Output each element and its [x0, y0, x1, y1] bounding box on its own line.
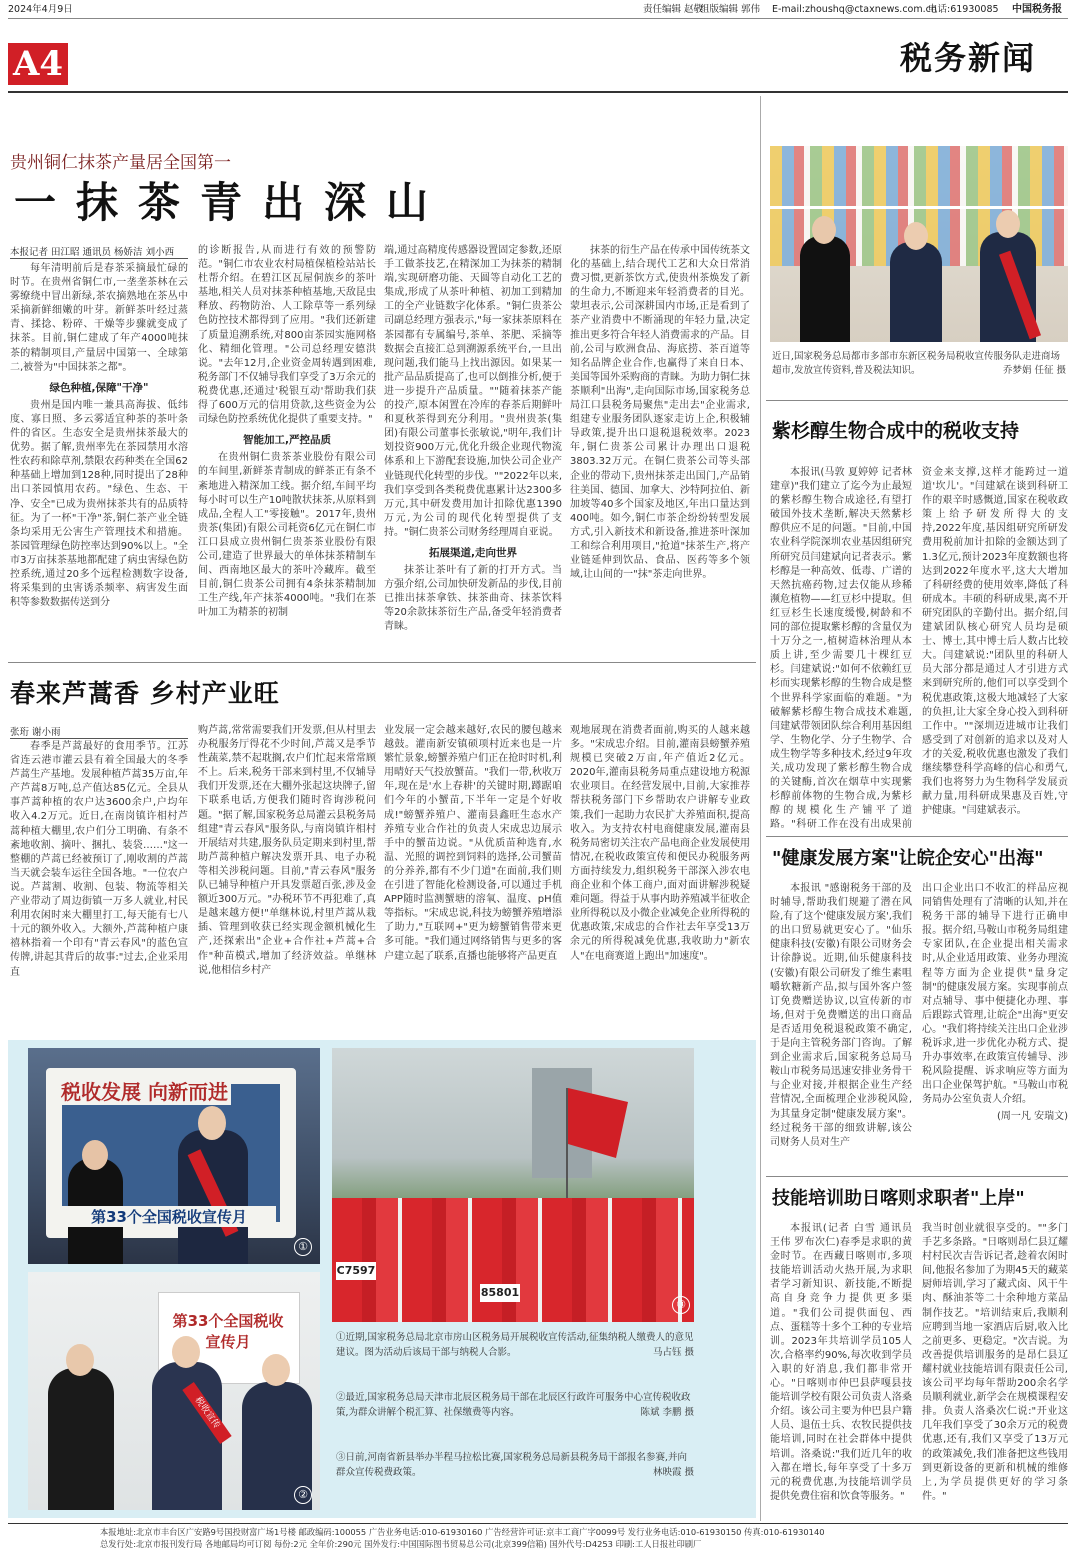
- photo1-person-right-face: [198, 1106, 226, 1140]
- article1-col2-text: 的诊断报告,从而进行有效的预警防范。"铜仁市农业农村局植保植检站站长杜帮介绍。在碧江区瓦屋侗族乡的茶叶基地,相关人员对抹茶种植基地,天敌昆虫释放、药物防治、人工除草等一系列绿色防控技术都得到了应用。"我们还新建了质量追溯系统,对800亩茶园实施网格化、精细化管理。"公司总经理安德洪说。"去年12月,企业资金周转遇到困难,税务部门不仅辅导我们享受了3万余元的税费优惠,还通过'税银互动'帮助我们获得了600万元的信用贷款,这些资金为公司绿色防控系统优化提供了重要支持。": [198, 245, 376, 426]
- page-number: A4: [12, 44, 64, 84]
- article5-col1-text: 本报讯(记者 白雪 通讯员 王伟 罗布次仁)春季是求职的黄金时节。在西藏日喀则市,多项技能培训活动火热开展,为求职者学习新知识、新技能,不断提高自身竞争力提供更多渠道。"我们公司提供面包、西点、蛋糕等十多个工种的专业培训。2023年共培训学员105人次,合格率约90%,每次收到学员入职的好消息,我们都非常开心。"日喀则市仲巴县萨嘎县技能培训学校有限公司负责人洛桑介绍。该公司主要为仲巴县户籍人员、退伍士兵、农牧民提供技能培训,同时在社会群体中提供培训。洛桑说:"我们近几年的收入都在增长,每年享受了十多万元的税费优惠,为技能培训学员提供免费住宿和饮食等服务。": [770, 1223, 912, 1502]
- article1-byline: 本报记者 田江昭 通讯员 杨娇洁 刘小西: [10, 244, 188, 259]
- photo1-banner: 税收发展 向新而进: [58, 1076, 231, 1105]
- caption1-text: ①近期,国家税务总局北京市房山区税务局开展税收宣传活动,征集纳税人缴费人的意见建议。图为活动后该局干部与纳税人合影。: [336, 1332, 694, 1358]
- photo3-crowd: [332, 1198, 694, 1322]
- article1-col4-text: 抹茶的衍生产品在传承中国传统茶文化的基础上,结合现代工艺和大众日常消费习惯,更新茶饮方式,使贵州茶焕发了新的生命力,不断迎来年轻消费者的目光。蒙坦表示,公司深耕国内市场,正是看到了茶产业消费中不断涌现的年轻力量,决定推出更多符合年轻人消费需求的产品。目前,公司与欧洲食品、海底捞、茶百道等知名品牌企业合作,也赢得了来自日本、美国等国外采购商的青睐。为助力铜仁抹茶顺利"出海",走向国际市场,国家税务总局江口县税务局聚焦"走出去"企业需求,组建专业服务团队逐家走访上企,积极辅导政策,提升出口退税退税效率。2023年,铜仁贵茶公司累计办理出口退税3803.32万元。在铜仁贵茶公司等头部企业的带动下,贵州抹茶走出国门,产品销往美国、德国、加拿大、沙特阿拉伯、新加坡等40多个国家及地区,年出口量达到400吨。如今,铜仁市茶企纷纷转型发展方式,引入新技术和新设备,推进茶叶深加工和综合利用项目,"抢道"抹茶生产,将产业链延伸到饮品、食品、医药等多个领域,让山间的一"抹"茶走向世界。: [570, 245, 750, 581]
- photo2-sign: 第33个全国税收宣传月: [172, 1312, 284, 1351]
- article4-column-1: [770, 882, 912, 1172]
- caption2-credit: 陈斌 李鹏 摄: [640, 1407, 694, 1418]
- article1-col2-subhead: 智能加工,严控品质: [243, 434, 331, 447]
- photo2-person-left: [48, 1368, 114, 1510]
- article5-col2-text: 我当时创业就很享受的。""多门手艺多条路。"日喀则昂仁县辽耀村村民次吉告诉记者,趁着农闲时间,他报名参加了为期45天的藏菜厨师培训,学习了藏式卤、风干牛肉、酥油茶等二十余种地方菜品制作技艺。"培训结束后,我顺利应聘到当地一家酒店后厨,收入比之前更多、更稳定。"次吉说。为改善提供培训服务的是昂仁县辽耀村就业技能培训有限责任公司,该公司平均每年帮助200余名学员顺利就业,新学会在规模课程安排。负责人洛桑次仁说:"开业这几年我们享受了30余万元的税费优惠,还有,我们又享受了13万元的政策减免,我们准备把这些钱用到更新设备的更新和机械的维修上,为学员提供更好的学习条件。": [922, 1223, 1068, 1502]
- masthead-editor: 责任编辑 赵敬: [643, 4, 704, 15]
- header-bottom-rule: [8, 91, 1068, 93]
- article2-col3-text: 业发展一定会越来越好,农民的腰包越来越鼓。灌南新安镇硕项村近来也是一片繁忙景象,螃蟹养殖户们正在抢时时机,利用晴好天气投放蟹苗。"我们一带,秋收万年,现在是'水上春耕'的关键时期,蹲踞咱们今年的小蟹苗,下半年一定是个好收成!"螃蟹养殖户、灌南县鑫旺生态水产养殖专业合作社的负责人宋成忠边展示手中的蟹苗边说。"从优质苗种选育,水温、光照的调控到饲料的选择,公司蟹苗的分养养,都有不少门道"在面前,我们则在引进了智能化检测设备,可以通过手机APP随时监测蟹塘的溶氧、温度、pH值等指标。"宋成忠说,科技为螃蟹养殖增添了助力,"互联网+"更为螃蟹销售带来更多可能。"我们通过网络销售与更多的客户建立起了联系,直播也能够将产品更直: [384, 725, 562, 962]
- article5-column-1: [770, 1222, 912, 1518]
- photo2-person-right-face: [262, 1354, 290, 1386]
- photo-rt-shelf-line: [770, 206, 1068, 209]
- article3-title: 紫杉醇生物合成中的税收支持: [772, 420, 1020, 442]
- photo2-person-mid-face: [172, 1336, 200, 1368]
- photo2-number: ②: [294, 1486, 312, 1504]
- article1-bottom-rule: [8, 662, 756, 663]
- photo1-person-left-face: [82, 1140, 108, 1170]
- article2-column-4: [570, 724, 750, 1028]
- article1-col1-text: 每年清明前后是春茶采摘最忙碌的时节。在贵州省铜仁市,一垄垄茶林在云雾缭绕中冒出新绿,茶农摘熟地在茶丛中采摘新鲜细嫩的叶芽。新鲜茶叶经过蒸青、揉捻、粉碎、干燥等步骤就变成了抹茶。目前,铜仁建成了年产4000吨抹茶的精制项目,产量居中国第一、全球第二,被誉为"中国抹茶之都"。: [10, 263, 188, 373]
- photo-3: [332, 1048, 694, 1322]
- masthead-layout-editor: 组版编辑 郭伟: [700, 4, 761, 15]
- article5-title: 技能培训助日喀则求职者"上岸": [772, 1188, 1025, 1209]
- article5-column-2: [922, 1222, 1068, 1518]
- photo-right-top-caption: [772, 350, 1066, 378]
- photo-rt-caption-text: 近日,国家税务总局都市多部市东新区税务局税收宣传服务队走进商场超市,发放宣传资料,普及税法知识。: [772, 351, 1061, 376]
- photo-right-top: [770, 146, 1068, 342]
- photo-rt-caption-credit: 乔梦娟 任征 摄: [1002, 365, 1066, 376]
- article3-column-2: [922, 466, 1068, 830]
- section-title: 税务新闻: [900, 39, 1037, 77]
- masthead-paper-name: 中国税务报: [1012, 4, 1062, 15]
- article1-col3-subhead: 拓展渠道,走向世界: [429, 546, 517, 559]
- article4-col1-text: 本报讯 "感谢税务干部的及时辅导,帮助我们规避了潜在风险,有了这个'健康发展方案',我们的出口贸易就更安心了。"仙乐健康科技(安徽)有限公司财务会计徐静说。近期,仙乐健康科技(安徽)有限公司研发了维生素咀嚼软糖新产品,拟与国外客户签订免费赠送协议,以宣传新的市场,但对于免费赠送的出口商品是否适用免税退税政策不确定,于是向主管税务部门咨询。了解到企业需求后,国家税务总局马鞍山市税务局迅速安排业务骨干与企业对接,并根据企业生产经营情况,全面梳理企业涉税风险,为其量身定制"健康发展方案"。经过税务干部的细致讲解,该公司财务人员对生产: [770, 883, 912, 1148]
- article1-col3b-text: 抹茶让茶叶有了新的打开方式。当方强介绍,公司加快研发新品的步伐,目前已推出抹茶拿铁、抹茶曲奇、抹茶饮料等20余款抹茶衍生产品,备受年轻消费者青睐。: [384, 565, 562, 633]
- caption3-credit: 林映霞 摄: [652, 1467, 694, 1478]
- masthead-phone: 电话:61930085: [928, 4, 999, 15]
- masthead-email: E-mail:zhoushq@ctaxnews.com.cn: [772, 4, 937, 15]
- photo2-person-left-face: [66, 1344, 94, 1376]
- photo-1: [28, 1048, 320, 1264]
- photo3-bib-1: C7597: [336, 1262, 376, 1280]
- photo-rt-person-2-face: [904, 222, 928, 250]
- caption2-text: ②最近,国家税务总局天津市北辰区税务局干部在北辰区行政许可服务中心宣传税收政策,为群众讲解个税汇算、社保缴费等内容。: [336, 1392, 691, 1418]
- article2-col1-text: 春季是芦蒿最好的食用季节。江苏省连云港市灌云县有着全国最大的冬季芦蒿生产基地。发展种植芦蒿35万亩,年产芦蒿8万吨,总产值达85亿元。全县从事芦蒿种植的农户达3600余户,户均年收入4.2万元。近日,在南岗镇许相村芦蒿种植大棚里,农户们分工明确、有条不紊地收割、摘叶、捆扎、装袋……"这一整棚的芦蒿已经被预订了,刚收割的芦蒿当天就会装车运往全国各地。"一位农户说。芦蒿割、收割、包装、物流等相关产业带动了周边街镇一万多人就业,村民利用农闲时来大棚里打工,每天能有七八十元的额外收入。大额外,芦蒿种植户康禧林指着一个印有"青云春风"的蓝色宣传牌,讲起其背后的故事:"过去,企业采用直: [10, 741, 188, 978]
- photo2-sash: 税收宣传: [182, 1382, 231, 1444]
- article1-col1b-text: 贵州是国内唯一兼具高海拔、低纬度、寡日照、多云雾适宜种茶的茶叶条件的省区。生态安全是贵州抹茶最大的优势。据了解,贵州率先在茶园禁用水溶性农药和除草剂,禁限农药种类在全国62种基础上增加到128种,同时提出了28种出口茶园慎用农药。"绿色、生态、干净、安全"已成为贵州抹茶共有的品质特征。为了一杯"干净"茶,铜仁茶产业全链条均采用无公害生产管理技术和措施。茶园管理绿色防控率达到90%以上。"全市3万亩抹茶基地都配建了病虫害绿色防控系统,通过20多个远程检测数字设备,将采集到的虫害诱杀频率、病害发生面积等参数数据传送到分: [10, 399, 188, 609]
- article1-col2b-text: 在贵州铜仁贵茶茶业股份有限公司的车间里,新鲜茶青制成的鲜茶正有条不紊地进入精深加工线。据介绍,车间平均每小时可以生产10吨散状抹茶,从原料到成品,全程人工"零接触"。2017年,贵州贵茶(集团)有限公司耗资6亿元在铜仁市江口县成立贵州铜仁贵茶茶业股份有限公司,建造了世界最大的单体抹茶精制车间、西南地区最大的茶叶冷藏库。截至目前,铜仁贵茶公司拥有4条抹茶精制加工生产线,年产抹茶4000吨。"我们在茶叶加工为精茶的初制: [198, 452, 376, 619]
- footer-rule: [8, 1523, 1068, 1524]
- photo3-number: ③: [672, 1296, 690, 1314]
- article1-title: 一抹茶青出深山: [14, 178, 449, 227]
- article1-column-2: [198, 244, 376, 657]
- article4-title: "健康发展方案"让皖企安心"出海": [772, 848, 1044, 869]
- photo-rt-person-1-face: [812, 216, 836, 244]
- article4-column-2: [922, 882, 1068, 1172]
- article2-column-1: [10, 740, 188, 1028]
- vertical-divider: [760, 96, 761, 1521]
- article1-col3-text: 端,通过高精度传感器设置固定参数,还原手工做茶技艺,在精深加工为抹茶的精制端,实现研磨功能、天圆等自动化工艺的集成,形成了从茶叶种植、初加工到精加工的全产业链数字化体系。"铜仁贵茶公司副总经理方强表示,"每一家抹茶原料在茶园都有专属编号,茶单、茶肥、采摘等数据会直接汇总到溯源系统平台,一旦出现问题,我们能马上找出源因。如果某一批产品品质提高了,也可以倒推分析,便于进一步提升产品质量。""随着抹茶产能的投产,原本闲置在冷库的春茶后期鲜叶和夏秋茶得到充分利用。"贵州贵茶(集团)有限公司董事长张敏说,"明年,我们计划投资900万元,优化升级企业现代物流体系和上下游配套设施,加快公司企业产业链现代化转型的步伐。""2022年以来,我们享受到各类税费优惠累计达2300多万元,其中研发费用加计扣除优惠1390万元,为公司的现代化转型提供了支持。"铜仁贵茶公司财务经理周自亚说。: [384, 245, 562, 538]
- photo3-bib-2: 85801: [480, 1284, 520, 1302]
- article1-column-4: [570, 244, 750, 657]
- article3-col1-text: 本报讯(马敦 夏婷婷 记者林建章)"我们建立了迄今为止最短的紫杉醇生物合成途径,有望打破国外技术垄断,解决天然紫杉醇供应不足的问题。"目前,中国农业科学院深圳农业基因组研究所研究员闫建斌向记者表示。紫杉醇是一种高效、低毒、广谱的天然抗癌药物,过去仅能从珍稀濒危植物——红豆杉中提取。但红豆杉生长速度缓慢,树龄和不同的部位提取紫杉醇的含量仅为十万分之一,植树造林治理从本质上讲,至少需要几十棵红豆杉。闫建斌说:"如何不依赖红豆杉而实现紫杉醇的生物合成是整个世界科学家面临的难题。"为破解紫杉醇生物合成技术难题,闫建斌带领团队综合利用基因组学、生物化学、分子生物学、合成生物学等多种技术,经过9年攻关,成功发现了紫杉醇生物合成的关键酶,首次在烟草中实现紫杉醇前体物的生物合成,为紫杉醇的规模化生产铺平了道路。"科研工作在没有出成果前: [770, 467, 912, 830]
- photo1-number: ①: [294, 1238, 312, 1256]
- photo1-sign: 第33个全国税收宣传月: [62, 1206, 276, 1227]
- article2-byline: 张珩 谢小雨: [10, 724, 188, 739]
- footer-line-1: 本报地址:北京市丰台区广安路9号国投财富广场1号楼 邮政编码:100055 广告业务电话:010-61930160 广告经营许可证:京丰工商广字0099号 发行业务电话:010-61930150 传真:010-61930140: [100, 1527, 825, 1537]
- photo-2: [28, 1272, 320, 1510]
- photo-rt-person-2: [890, 242, 942, 342]
- article2-title: 春来芦蒿香 乡村产业旺: [10, 679, 280, 708]
- photo-caption-1: [336, 1330, 694, 1360]
- article3-column-1: [770, 466, 912, 830]
- photo-caption-2: [336, 1390, 694, 1420]
- masthead-rule: [8, 18, 1068, 19]
- caption1-credit: 马占钰 摄: [652, 1347, 694, 1358]
- article3-col2-text: 资金来支撑,这样才能跨过一道道'坎儿'。"闫建斌在谈到科研工作的艰辛时感慨道,国家在税收政策上给予研发所得大的支持,2022年度,基因组研究所研发费用税前加计扣除的金额达到了1.3亿元,预计2023年度数额也将达到2022年度水平,这大大增加了科研经费的使用效率,降低了科研成本。丰硕的科研成果,离不开研究团队的辛勤付出。据介绍,闫建斌团队核心研究人员均是硕士、博士,其中博士后人数占比较大。闫建斌说:"团队里的科研人员大部分都是通过人才引进方式来到研究所的,他们可以享受到个税优惠政策,这极大地减轻了大家的负担,让大家全身心投入到科研工作中。""深圳迈进城市让我们感受到了对创新的追求以及对人才的关爱,税收优惠也激发了我们继续攀登科学高峰的信心和勇气,我们也将努力为生物科学发展贡献力量,用科研成果惠及百姓,守护健康。"闫建斌表示。: [922, 467, 1068, 817]
- article1-col1-subhead: 绿色种植,保障"干净": [49, 381, 149, 394]
- photo-rt-person-3-face: [996, 210, 1020, 238]
- article5-top-rule: [766, 1176, 1068, 1177]
- article4-col2-end: (周一凡 安瑞文): [997, 1110, 1068, 1122]
- article1-column-1: [10, 262, 188, 657]
- caption3-text: ③日前,河南省新县举办半程马拉松比赛,国家税务总局新县税务局干部报名参赛,并向群众宣传税费政策。: [336, 1452, 688, 1478]
- article4-col2-text: 出口企业出口不收汇的样品应视同销售处理有了清晰的认知,并在税务干部的辅导下进行正确申报。据介绍,马鞍山市税务局组建专家团队,在企业提出相关需求时,从企业适用政策、业务办理流程等方面为企业提供"量身定制"的健康发展方案。实现事前点对点辅导、事中便捷化办理、事后跟踪式管理,让皖企"出海"更安心。"我们将持续关注出口企业涉税诉求,进一步优化办税方式、提升办事效率,在政策宣传辅导、涉税风险提醒、诉求响应等方面为出口企业保驾护航。"马鞍山市税务局办公室负责人介绍。: [922, 883, 1068, 1106]
- footer-line-2: 总发行处:北京市报刊发行局 各地邮局均可订阅 每份:2元 全年价:290元 国外发行:中国国际图书贸易总公司(北京399信箱) 国外代号:D4253 印刷:工人日报社印刷厂: [100, 1539, 702, 1549]
- article3-top-rule: [766, 400, 1068, 401]
- article4-top-rule: [766, 836, 1068, 837]
- article2-column-2: [198, 724, 376, 1028]
- photo-caption-3: [336, 1450, 694, 1480]
- article1-column-3: [384, 244, 562, 657]
- photo2-person-mid: [152, 1362, 222, 1510]
- masthead-date: 2024年4月9日: [8, 4, 73, 15]
- article1-kicker: 贵州铜仁抹茶产量居全国第一: [10, 153, 231, 173]
- photo-rt-person-1: [800, 236, 850, 342]
- article2-col4-text: 观地展现在消费者面前,购买的人越来越多。"宋成忠介绍。目前,灌南县螃蟹养殖规模已突破2万亩,年产值近2亿元。2020年,灌南县税务局重点建设地方税源农业项目。在经营发展中,目前,大家推荐帮扶税务部门下乡帮助农户讲解专业政策,我们一起助力农民扩大养殖面积,提高收入。为支持农村电商健康发展,灌南县税务局密切关注农产品电商企业发展使用情况,在税收政策宣传和便民办税服务两方面持续发力,组织税务干部深入涉农电商企业和个体工商户,面对面讲解涉税疑难问题。得益于从事内助养殖减半征收企业所得税以及小微企业减免企业所得税的优惠政策,宋成忠的合作社去年享受13万余元的所得税减免优惠,我收助力"新农人"在电商赛道上跑出"加速度"。: [570, 725, 750, 962]
- page-number-box: [8, 43, 68, 85]
- article2-col2-text: 购芦蒿,常常需要我们开发票,但从村里去办税服务厅得花不少时间,芦蒿又是季节性蔬菜,禁不起耽搁,农户们忙起来常常顾不上。后来,税务干部来到村里,不仅辅导我们开发票,还在大棚外张起这块牌子,留下联系电话,方便我们随时咨询涉税问题。"据了解,国家税务总局灌云县税务局组建"青云春风"服务队,与南岗镇许相村开展结对共建,服务队员定期来到村里,帮助芦蒿种植户解决发票开具、电子办税等相关涉税问题。目前,"青云春风"服务队已辅导种植户开具发票超百张,涉及金额近300万元。"办税环节不再犯难了,真是越来越方便!"单继林说,村里芦蒿从栽插、管理到收获已经实现金额机械化生产,还探索出"企业+合作社+芦蒿+合作"种苗模式,增加了经济效益。单继林说,他相信乡村产: [198, 725, 376, 976]
- article2-column-3: [384, 724, 562, 1028]
